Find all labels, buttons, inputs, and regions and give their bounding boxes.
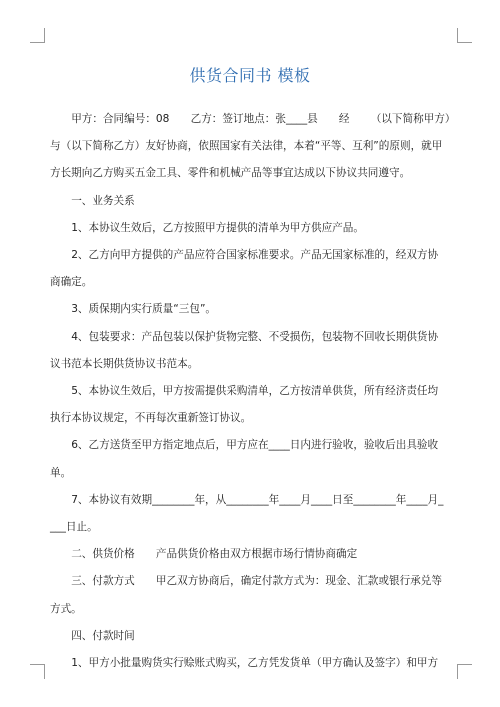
- clause-5-line-2: 执行本协议规定，不再每次重新签订协议。: [50, 412, 252, 425]
- crop-mark-bottom-left: [30, 664, 45, 679]
- section-2-price: 二、供货价格 产品供货价格由双方根据市场行情协商确定: [71, 548, 358, 561]
- document-title: 供货合同书 模板: [189, 66, 311, 85]
- clause-2-line-2: 商确定。: [50, 276, 93, 289]
- payment-clause-1: 1、甲方小批量购货实行赊账式购买，乙方凭发货单（甲方确认及签字）和甲方: [71, 657, 439, 670]
- section-3-payment-line-1: 三、付款方式 甲乙双方协商后，确定付款方式为：现金、汇款或银行承兑等: [71, 575, 442, 588]
- party-a-contract-no: 甲方：合同编号：08: [71, 113, 170, 125]
- clause-5-line-1: 5、本协议生效后，甲方按需提供采购清单，乙方按清单供货，所有经济责任均: [71, 385, 439, 398]
- clause-4-line-1: 4、包装要求：产品包装以保护货物完整、不受损伤，包装物不回收长期供货协: [71, 330, 439, 343]
- crop-mark-top-right: [457, 28, 472, 43]
- clause-4-line-2: 议书范本长期供货协议书范本。: [50, 357, 199, 370]
- section-3-payment-line-2: 方式。: [50, 602, 82, 615]
- intro-line-2: 方长期向乙方购买五金工具、零件和机械产品等事宜达成以下协议共同遵守。: [50, 167, 411, 180]
- clause-2-line-1: 2、乙方向甲方提供的产品应符合国家标准要求。产品无国家标准的，经双方协: [71, 249, 439, 262]
- party-a-short-name: （以下简称甲方）: [370, 113, 456, 125]
- party-line: [50, 106, 456, 133]
- clause-7-line-2: ___日止。: [50, 521, 98, 534]
- clause-7-line-1: 7、本协议有效期________年，从________年____月____日至________年____月_: [71, 493, 444, 506]
- clause-1: 1、本协议生效后，乙方按照甲方提供的清单为甲方供应产品。: [71, 221, 364, 234]
- section-4-heading: 四、付款时间: [71, 629, 135, 642]
- intro-line-1: 与（以下简称乙方）友好协商，依照国家有关法律，本着“平等、互利”的原则，就甲: [50, 140, 443, 153]
- crop-mark-top-left: [30, 28, 45, 43]
- crop-mark-bottom-right: [457, 664, 472, 679]
- clause-3: 3、质保期内实行质量“三包”。: [71, 303, 217, 316]
- party-b-signing-place: 乙方：签订地点：张____县: [190, 113, 318, 125]
- section-1-heading: 一、业务关系: [71, 194, 135, 207]
- clause-6-line-1: 6、乙方送货至甲方指定地点后，甲方应在____日内进行验收，验收后出具验收: [71, 439, 439, 452]
- party-via: 经: [338, 113, 350, 125]
- clause-6-line-2: 单。: [50, 466, 72, 479]
- document-body: [50, 106, 456, 677]
